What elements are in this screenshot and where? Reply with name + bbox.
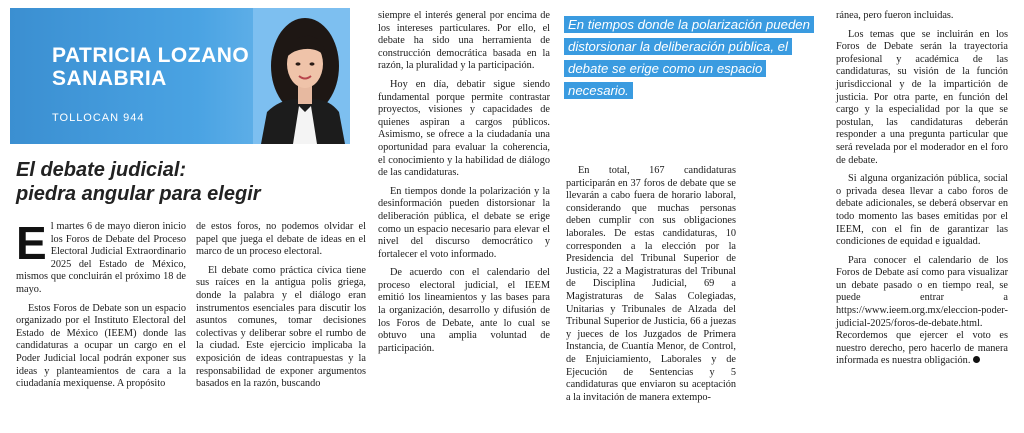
article-column-3 xyxy=(378,10,550,361)
pull-quote xyxy=(564,14,814,102)
paragraph: Hoy en día, debatir sigue siendo fundamental porque permite contrastar proyectos, visiones y capacidades de quienes aspiran a cargos públicos. Asimismo, se ofrece a la ciudadanía una oportunidad para evaluar la coherencia, el conocimiento y la habilidad de diálogo de las candidaturas. xyxy=(378,78,550,179)
paragraph: ránea, pero fueron incluidas. xyxy=(836,10,954,21)
article-column-2 xyxy=(196,221,366,397)
drop-cap: E xyxy=(16,217,47,269)
paragraph: En tiempos donde la polarización y la desinformación pueden distorsionar la deliberación pública, el debate se erige como un espacio necesario para elevar el nivel del discurso democrático y fortalecer el voto informado. xyxy=(378,185,550,260)
paragraph: El debate como práctica cívica tiene sus raíces en la antigua polis griega, donde la palabra y el diálogo eran instrumentos esenciales para discutir los asuntos comunes, tomar decisiones colectivas y deliberar sobre el rumbo de la ciudad. Este ejercicio implicaba la exposición de ideas contrapuestas y la responsabilidad de exponer argumentos basados en la razón, buscando xyxy=(196,264,366,390)
article-column-1 xyxy=(16,217,186,397)
paragraph-text: Para conocer el calendario de los Foros de Debate así como para visualizar un debate pasado o en tiempo real, se puede entrar a https://www.ieem.org.mx/eleccion-poder-judicial-2025/foros-de-debate.html. Recordemos que ejercer el voto es nuestro derecho, pero hacerlo de manera informada es nuestra obligación. xyxy=(836,254,1008,367)
author-photo xyxy=(253,8,350,144)
paragraph: siempre el interés general por encima de los intereses particulares. Por ello, el debate ha sido una herramienta de construcción democrática basada en la razón, la pluralidad y la participación. xyxy=(378,10,550,72)
pull-quote-text: En tiempos donde la polarización pueden distorsionar la deliberación pública, el debate se erige como un espacio necesario. xyxy=(564,16,814,99)
column-name: TOLLOCAN 944 xyxy=(52,112,145,124)
paragraph xyxy=(16,217,186,297)
author-banner xyxy=(10,8,350,144)
paragraph: Los temas que se incluirán en los Foros de Debate serán la trayectoria profesional y académica de las candidaturas, su visión de la función jurisdiccional y de la impartición de justicia. Por otra parte, en función del cargo y la especialidad por la que se postulan, las candidaturas deberán responder a una pregunta particular que será revelada por el moderador en el foro de debate. xyxy=(836,28,1008,166)
end-of-article-bullet-icon xyxy=(973,356,980,363)
paragraph: de estos foros, no podemos olvidar el papel que juega el debate de ideas en el marco de un proceso electoral. xyxy=(196,221,366,258)
paragraph: Estos Foros de Debate son un espacio organizado por el Instituto Electoral del Estado de México (IEEM) donde las candidaturas a ocupar un cargo en el Poder Judicial local podrán exponer sus ideas y planteamientos de cara a la ciudadanía mexiquense. A propósito xyxy=(16,302,186,390)
paragraph: De acuerdo con el calendario del proceso electoral judicial, el IEEM emitió los lineamientos y las bases para la organización, desarrollo y difusión de los Foros de Debate, ante lo cual se obtuvo una amplia voluntad de participación. xyxy=(378,267,550,354)
article-column-5 xyxy=(836,10,1008,374)
headline-line-2: piedra angular para elegir xyxy=(16,183,261,205)
paragraph-text: l martes 6 de mayo dieron inicio los Foros de Debate del Proceso Electoral Judicial Extraordinario 2025 del Estado de México, mismos que concluirán el próximo 18 de mayo. xyxy=(16,221,186,295)
author-name: PATRICIA LOZANO SANABRIA xyxy=(52,44,250,90)
paragraph xyxy=(836,255,1008,368)
headline-line-1: El debate judicial: xyxy=(16,159,187,181)
article-column-4 xyxy=(566,165,736,410)
paragraph: En total, 167 candidaturas participarán en 37 foros de debate que se llevarán a cabo fuera de horario laboral, considerando que muchas personas deben cumplir con sus obligaciones laborales. De estas candidaturas, 10 corresponden a la elección por la Presidencia del Tribunal Superior de Justicia, 22 a Magistraturas del Tribunal de Disciplina Judicial, 69 a Magistraturas de Salas Colegiadas, Unitarias y Tribunales de Alzada del Tribunal Superior de Justicia, 66 a juezas y jueces de los Juzgados de Primera Instancia, de Cuantía Menor, de Control, de Enjuiciamiento, Laborales y de Ejecución de Sentencias y 5 candidaturas que enviaron su aceptación a la invitación de manera extempo- xyxy=(566,165,736,403)
author-portrait-image xyxy=(253,8,350,144)
paragraph: Si alguna organización pública, social o privada desea llevar a cabo foros de debate adicionales, se deberá observar en todo momento las bases emitidas por el IEEM, con el fin de garantizar las condiciones de equidad e igualdad. xyxy=(836,173,1008,248)
article-headline xyxy=(16,158,356,206)
